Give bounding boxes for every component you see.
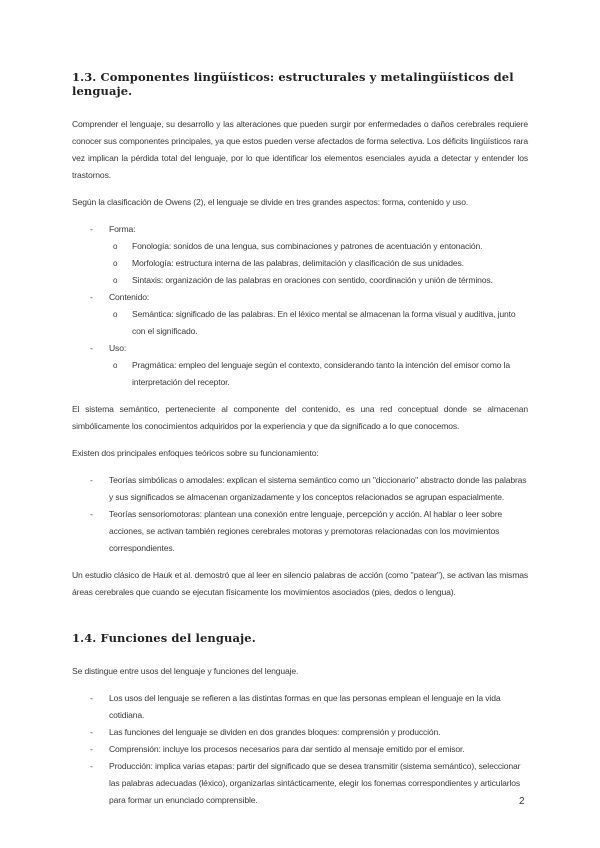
sublist-wrapper [72, 306, 528, 340]
sub-item-text: Morfología: estructura interna de las palabras, delimitación y clasificación de sus unidades. [132, 258, 464, 268]
aspects-list [72, 221, 528, 391]
sublist-uso [72, 357, 528, 391]
paragraph-semantic-system: El sistema semántico, perteneciente al componente del contenido, es una red conceptual donde se almacenan simbólicamente los conocimientos adquiridos por la experiencia y que da significado a lo que conocemos. [72, 404, 528, 431]
dash-bullet: - [90, 761, 93, 771]
list-item [72, 724, 528, 741]
page-content [72, 70, 528, 819]
dash-bullet: - [90, 224, 93, 234]
function-text: Las funciones del lenguaje se dividen en dos grandes bloques: comprensión y producción. [109, 727, 441, 737]
list-item [72, 506, 528, 557]
dash-bullet: - [90, 744, 93, 754]
list-item [72, 690, 528, 724]
section-heading-1-4: 1.4. Funciones del lenguaje. [72, 631, 256, 645]
paragraph-intro: Comprender el lenguaje, su desarrollo y las alteraciones que pueden surgir por enfermedades o daños cerebrales requiere conocer sus componentes principales, ya que estos pueden verse afectados de forma selectiva. Los déficits lingüísticos rara vez implican la pérdida total del lenguaje, por lo que identificar los elementos esenciales ayuda a detectar y entender los trastornos. [72, 119, 528, 180]
aspect-label: Contenido: [109, 292, 150, 302]
paragraph-distinction: Se distingue entre usos del lenguaje y funciones del lenguaje. [72, 666, 299, 676]
theory-text: Teorías sensoriomotoras: plantean una conexión entre lenguaje, percepción y acción. Al hablar o leer sobre acciones, se activan también regiones cerebrales motoras y premotoras relacionadas con los movimientos correspondientes. [109, 509, 503, 553]
page-number: 2 [519, 796, 525, 807]
circle-bullet: o [113, 242, 118, 251]
list-item [72, 741, 528, 758]
function-text: Los usos del lenguaje se refieren a las distintas formas en que las personas emplean el lenguaje en la vida cotidiana. [109, 693, 501, 720]
sub-item-text: Fonología: sonidos de una lengua, sus combinaciones y patrones de acentuación y entonación. [132, 241, 483, 251]
list-item [72, 357, 528, 391]
dash-bullet: - [90, 475, 93, 485]
paragraph-hauk-study: Un estudio clásico de Hauk et al. demostró que al leer en silencio palabras de acción (como "patear"), se activan las mismas áreas cerebrales que cuando se ejecutan físicamente los movimientos asociados (pies, dedos o lengua). [72, 570, 528, 597]
sub-item-text: Semántica: significado de las palabras. En el léxico mental se almacenan la forma visual y auditiva, junto con el significado. [132, 309, 516, 336]
list-item [72, 758, 528, 809]
theory-text: Teorías simbólicas o amodales: explican el sistema semántico como un "diccionario" abstracto donde las palabras y sus significados se almacenan organizadamente y los conceptos relacionados se agrupan espacialmente. [109, 475, 527, 502]
list-item [72, 255, 528, 272]
aspect-label: Forma: [109, 224, 136, 234]
dash-bullet: - [90, 343, 93, 353]
dash-bullet: - [90, 292, 93, 302]
function-text: Comprensión: incluye los procesos necesarios para dar sentido al mensaje emitido por el emisor. [109, 744, 465, 754]
sublist-wrapper [72, 238, 528, 289]
sub-item-text: Pragmática: empleo del lenguaje según el contexto, considerando tanto la intención del emisor como la interpretación del receptor. [132, 360, 511, 387]
section-heading-1-3: 1.3. Componentes lingüísticos: estructurales y metalingüísticos del lenguaje. [72, 70, 514, 98]
aspect-label: Uso: [109, 343, 127, 353]
sub-item-text: Sintaxis: organización de las palabras en oraciones con sentido, coordinación y unión de términos. [132, 275, 493, 285]
dash-bullet: - [90, 727, 93, 737]
function-text: Producción: implica varias etapas: partir del significado que se desea transmitir (sistema semántico), seleccionar las palabras adecuadas (léxico), organizarlas sintácticamente, elegir los fonemas correspondientes y articularlos para formar un enunciado comprensible. [109, 761, 521, 805]
paragraph-owens: Según la clasificación de Owens (2), el lenguaje se divide en tres grandes aspectos: forma, contenido y uso. [72, 197, 469, 207]
circle-bullet: o [113, 276, 118, 285]
circle-bullet: o [113, 259, 118, 268]
sublist-forma [72, 238, 528, 289]
list-item [72, 472, 528, 506]
list-item-contenido [72, 289, 528, 306]
sublist-contenido [72, 306, 528, 340]
dash-bullet: - [90, 693, 93, 703]
sublist-wrapper [72, 357, 528, 391]
dash-bullet: - [90, 509, 93, 519]
list-item [72, 238, 528, 255]
list-item-uso [72, 340, 528, 357]
theories-list [72, 472, 528, 557]
list-item [72, 272, 528, 289]
functions-list [72, 690, 528, 809]
circle-bullet: o [113, 310, 118, 319]
circle-bullet: o [113, 361, 118, 370]
list-item [72, 306, 528, 340]
list-item-forma [72, 221, 528, 238]
paragraph-approaches: Existen dos principales enfoques teóricos sobre su funcionamiento: [72, 448, 319, 458]
